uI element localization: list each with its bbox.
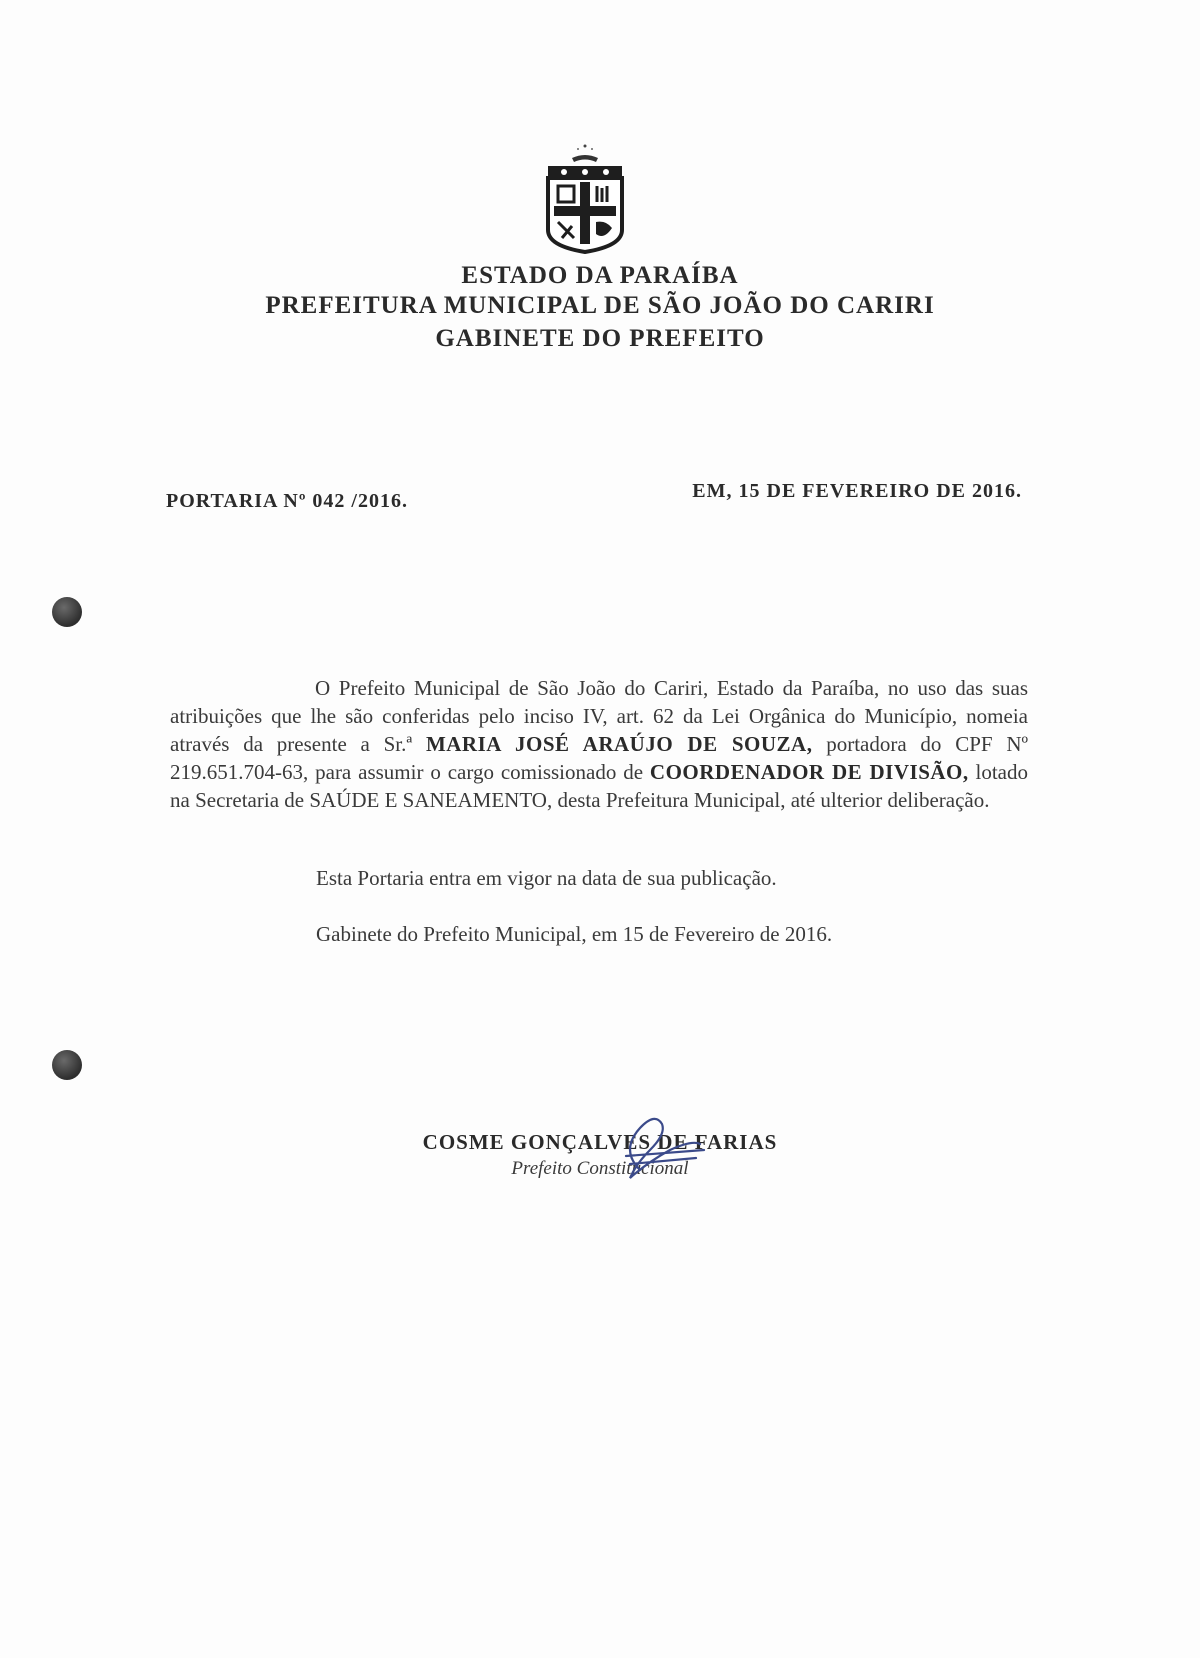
closing-line: Gabinete do Prefeito Municipal, em 15 de Fevereiro de 2016. bbox=[316, 922, 833, 946]
paragraph-text: portadora do CPF Nº 219.651.704-63, para assumir o cargo comissionado de bbox=[170, 732, 1029, 784]
paragraph-text: O Prefeito Municipal de São João do Cariri, Estado da Paraíba, no uso das suas atribuições que lhe são conferidas pelo inciso IV, art. 62 da Lei Orgânica do Município, nomeia através da presente a Sr.ª bbox=[170, 676, 1028, 756]
main-paragraph bbox=[170, 674, 1028, 814]
ordinance-number: PORTARIA Nº 042 /2016. bbox=[166, 490, 408, 512]
punch-hole-icon bbox=[52, 1050, 82, 1080]
punch-hole-icon bbox=[52, 597, 82, 627]
municipal-crest-icon bbox=[542, 142, 628, 260]
signature-block bbox=[330, 1110, 870, 1200]
header-office: GABINETE DO PREFEITO bbox=[435, 325, 765, 352]
appointed-role: COORDENADOR DE DIVISÃO, bbox=[649, 760, 969, 784]
ordinance-date: EM, 15 DE FEVEREIRO DE 2016. bbox=[692, 480, 1022, 502]
appointee-name: MARIA JOSÉ ARAÚJO DE SOUZA, bbox=[425, 732, 813, 756]
signatory-title: Prefeito Constitucional bbox=[511, 1158, 689, 1179]
paragraph-text: lotado na Secretaria de SAÚDE E SANEAMENTO, desta Prefeitura Municipal, até ulterior deliberação. bbox=[170, 760, 1028, 812]
header-state: ESTADO DA PARAÍBA bbox=[461, 262, 739, 289]
signatory-name: COSME GONÇALVES DE FARIAS bbox=[422, 1130, 778, 1154]
effective-clause: Esta Portaria entra em vigor na data de sua publicação. bbox=[316, 866, 777, 890]
header-municipality: PREFEITURA MUNICIPAL DE SÃO JOÃO DO CARIRI bbox=[265, 292, 935, 319]
handwritten-signature-icon bbox=[600, 1110, 720, 1190]
